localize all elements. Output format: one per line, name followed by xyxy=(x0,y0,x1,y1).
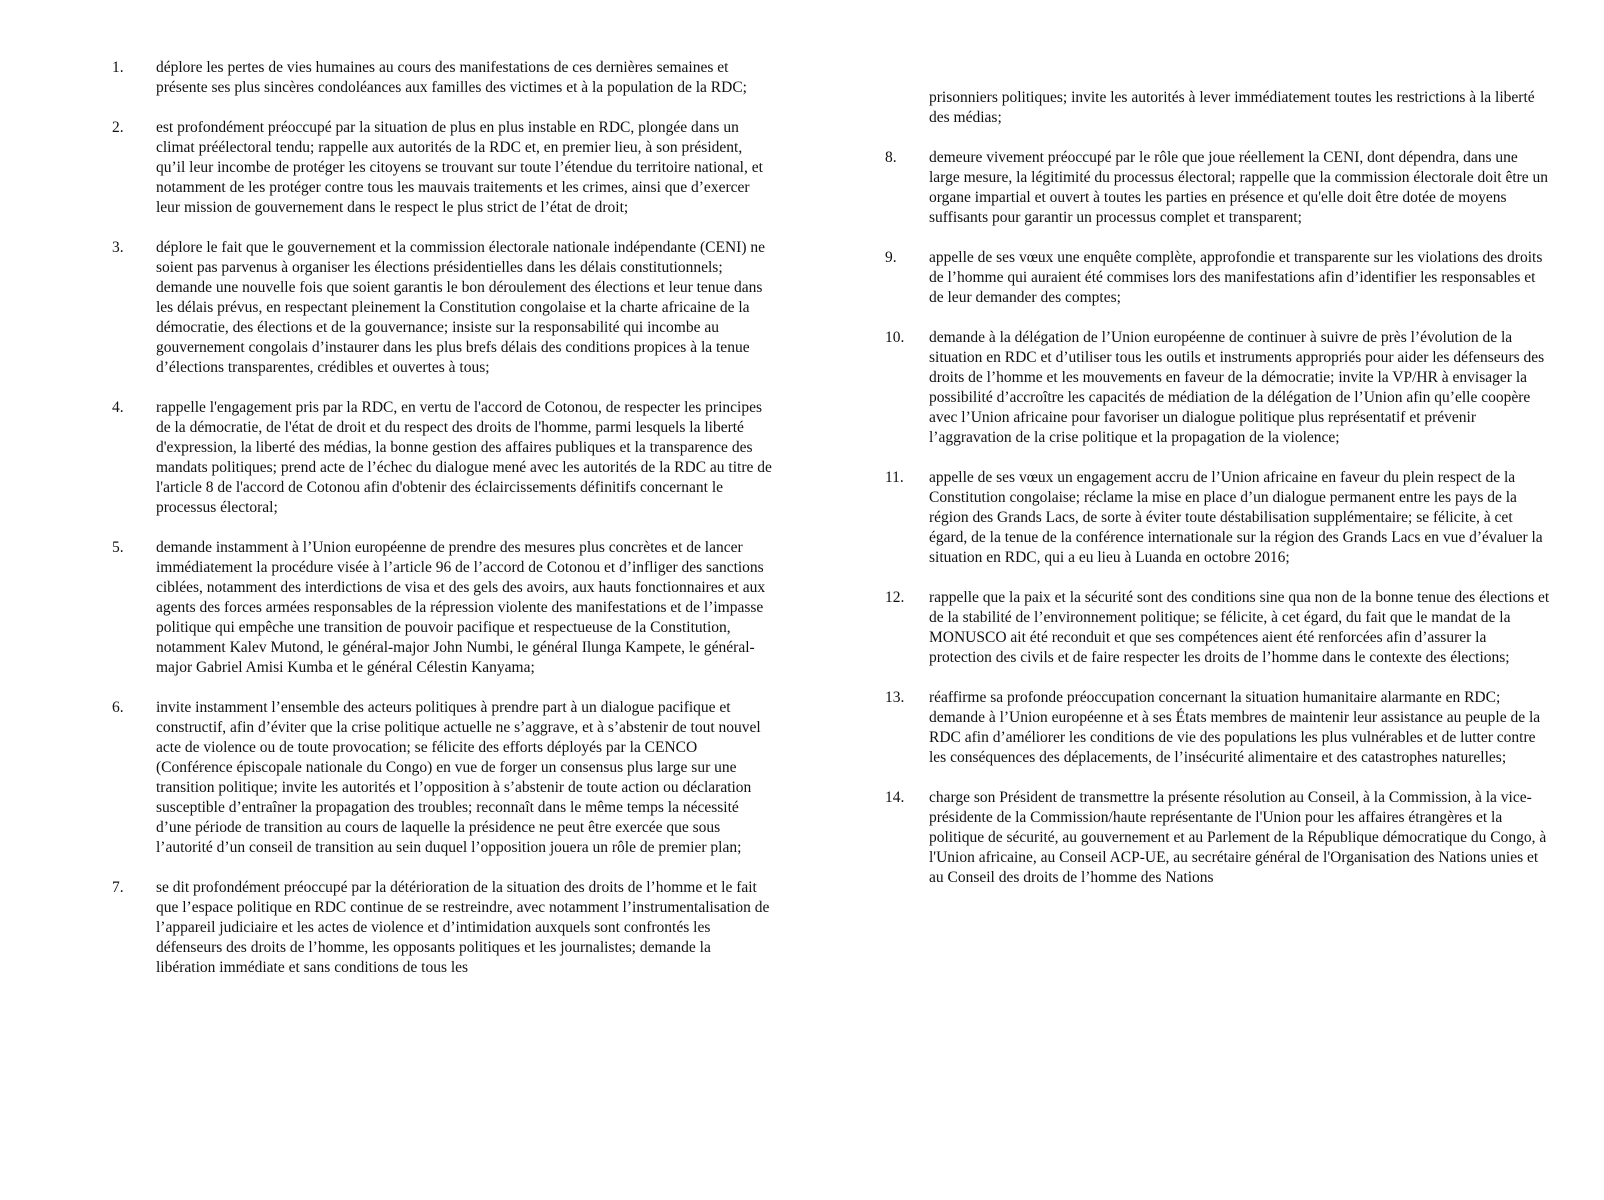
item-number: 13. xyxy=(885,689,905,706)
item-text: déplore les pertes de vies humaines au cours des manifestations de ces dernières semaines et présente ses plus sincères condoléances aux familles des victimes et à la population de la RDC; xyxy=(156,59,747,96)
resolution-item-7 xyxy=(112,878,772,978)
item-text: invite instamment l’ensemble des acteurs politiques à prendre part à un dialogue pacifique et constructif, afin d’éviter que la crise politique actuelle ne s’aggrave, et à s’abstenir de tout nouvel acte de violence ou de toute provocation; se félicite des efforts déployés par la CENCO (Conférence épiscopale nationale du Congo) en vue de forger un consensus plus large sur une transition politique; invite les autorités et l’opposition à s’abstenir de toute action ou déclaration susceptible d’entraîner la propagation des troubles; reconnaît dans le même temps la nécessité d’une période de transition au cours de laquelle la présidence ne peut être exercée que sous l’autorité d’un conseil de transition au sein duquel l’opposition jouera un rôle de premier plan; xyxy=(156,699,761,856)
item-number: 8. xyxy=(885,149,897,166)
item-text: déplore le fait que le gouvernement et la commission électorale nationale indépendante (CENI) ne soient pas parvenus à organiser les élections présidentielles dans les délais constitutionnels; demande une nouvelle fois que soient garantis le bon déroulement des élections et leur tenue dans les délais prévus, en respectant pleinement la Constitution congolaise et la charte africaine de la démocratie, des élections et de la gouvernance; insiste sur la responsabilité qui incombe au gouvernement congolais d’instaurer dans les plus brefs délais des conditions propices à la tenue d’élections transparentes, crédibles et ouvertes à tous; xyxy=(156,239,765,376)
item-text: réaffirme sa profonde préoccupation concernant la situation humanitaire alarmante en RDC; demande à l’Union européenne et à ses États membres de maintenir leur assistance au peuple de la RDC afin d’améliorer les conditions de vie des populations les plus vulnérables et de lutter contre les conséquences des déplacements, de l’insécurité alimentaire et des catastrophes naturelles; xyxy=(929,689,1541,766)
resolution-item-11 xyxy=(885,468,1550,568)
right-page xyxy=(885,0,1550,908)
item-text: appelle de ses vœux un engagement accru de l’Union africaine en faveur du plein respect de la Constitution congolaise; réclame la mise en place d’un dialogue permanent entre les pays de la région des Grands Lacs, de sorte à éviter toute déstabilisation supplémentaire; se félicite, à cet égard, de la tenue de la conférence internationale sur la région des Grands Lacs en vue d’évaluer la situation en RDC, qui a eu lieu à Luanda en octobre 2016; xyxy=(929,469,1543,566)
item-text: est profondément préoccupé par la situation de plus en plus instable en RDC, plongée dans un climat préélectoral tendu; rappelle aux autorités de la RDC et, en premier lieu, à son président, qu’il leur incombe de protéger les citoyens se trouvant sur toute l’étendue du territoire national, et notamment de les protéger contre tous les mauvais traitements et les crimes, ainsi que d’exercer leur mission de gouvernement dans le respect le plus strict de l’état de droit; xyxy=(156,119,763,216)
item-number: 14. xyxy=(885,789,905,806)
item-text: demeure vivement préoccupé par le rôle que joue réellement la CENI, dont dépendra, dans une large mesure, la légitimité du processus électoral; rappelle que la commission électorale doit être un organe impartial et ouvert à toutes les parties en présence et qu'elle doit être dotée de moyens suffisants pour garantir un processus complet et transparent; xyxy=(929,149,1549,226)
item-number: 12. xyxy=(885,589,905,606)
item-number: 9. xyxy=(885,249,897,266)
resolution-item-6 xyxy=(112,698,772,858)
item-text: se dit profondément préoccupé par la détérioration de la situation des droits de l’homme et le fait que l’espace politique en RDC continue de se restreindre, avec notamment l’instrumentalisation de l’appareil judiciaire et les actes de violence et d’intimidation auxquels sont confrontés les défenseurs des droits de l’homme, les opposants politiques et les journalistes; demande la libération immédiate et sans conditions de tous les xyxy=(156,879,770,976)
item-number: 5. xyxy=(112,539,124,556)
item-text: demande à la délégation de l’Union européenne de continuer à suivre de près l’évolution de la situation en RDC et d’utiliser tous les outils et instruments appropriés pour aider les défenseurs des droits de l’homme et les mouvements en faveur de la démocratie; invite la VP/HR à envisager la possibilité d’accroître les capacités de médiation de la délégation de l’Union afin qu’elle coopère avec l’Union africaine pour favoriser un dialogue politique plus représentatif et prévenir l’aggravation de la crise politique et la propagation de la violence; xyxy=(929,329,1545,446)
item-number: 11. xyxy=(885,469,904,486)
resolution-item-9 xyxy=(885,248,1550,308)
resolution-item-13 xyxy=(885,688,1550,768)
resolution-item-10 xyxy=(885,328,1550,448)
resolution-list-right xyxy=(885,148,1550,888)
item-text: rappelle l'engagement pris par la RDC, en vertu de l'accord de Cotonou, de respecter les principes de la démocratie, de l'état de droit et du respect des droits de l'homme, parmi lesquels la liberté d'expression, la liberté des médias, la bonne gestion des affaires publiques et la transparence des mandats politiques; prend acte de l’échec du dialogue mené avec les autorités de la RDC au titre de l'article 8 de l'accord de Cotonou afin d'obtenir des éclaircissements définitifs concernant le processus électoral; xyxy=(156,399,772,516)
item-number: 1. xyxy=(112,59,124,76)
item-text: appelle de ses vœux une enquête complète, approfondie et transparente sur les violations des droits de l’homme qui auraient été commises lors des manifestations afin d’identifier les responsables et de leur demander des comptes; xyxy=(929,249,1543,306)
resolution-item-4 xyxy=(112,398,772,518)
resolution-list-left xyxy=(112,58,772,978)
resolution-item-2 xyxy=(112,118,772,218)
resolution-item-12 xyxy=(885,588,1550,668)
resolution-item-8 xyxy=(885,148,1550,228)
item-number: 2. xyxy=(112,119,124,136)
resolution-item-5 xyxy=(112,538,772,678)
item-number: 3. xyxy=(112,239,124,256)
continuation-text: prisonniers politiques; invite les autorités à lever immédiatement toutes les restrictions à la liberté des médias; xyxy=(929,89,1535,126)
item-number: 4. xyxy=(112,399,124,416)
left-page xyxy=(112,0,772,998)
item-text: demande instamment à l’Union européenne de prendre des mesures plus concrètes et de lancer immédiatement la procédure visée à l’article 96 de l’accord de Cotonou et d’infliger des sanctions ciblées, notamment des interdictions de visa et des gels des avoirs, aux hauts fonctionnaires et aux agents des forces armées responsables de la répression violente des manifestations et de l’impasse politique qui empêche une transition de pouvoir pacifique et respectueuse de la Constitution, notamment Kalev Mutond, le général-major John Numbi, le général Ilunga Kampete, le général-major Gabriel Amisi Kumba et le général Célestin Kanyama; xyxy=(156,539,766,676)
resolution-item-1 xyxy=(112,58,772,98)
item-number: 10. xyxy=(885,329,905,346)
item-number: 6. xyxy=(112,699,124,716)
item-number: 7. xyxy=(112,879,124,896)
resolution-item-14 xyxy=(885,788,1550,888)
item-text: rappelle que la paix et la sécurité sont des conditions sine qua non de la bonne tenue des élections et de la stabilité de l’environnement politique; se félicite, à cet égard, du fait que le mandat de la MONUSCO ait été reconduit et que ses compétences aient été renforcées afin d’assurer la protection des civils et de faire respecter les droits de l’homme dans le contexte des élections; xyxy=(929,589,1550,666)
item-text: charge son Président de transmettre la présente résolution au Conseil, à la Commission, à la vice-présidente de la Commission/haute représentante de l'Union pour les affaires étrangères et la politique de sécurité, au gouvernement et au Parlement de la République démocratique du Congo, à l'Union africaine, au Conseil ACP-UE, au secrétaire général de l'Organisation des Nations unies et au Conseil des droits de l’homme des Nations xyxy=(929,789,1547,886)
resolution-item-3 xyxy=(112,238,772,378)
